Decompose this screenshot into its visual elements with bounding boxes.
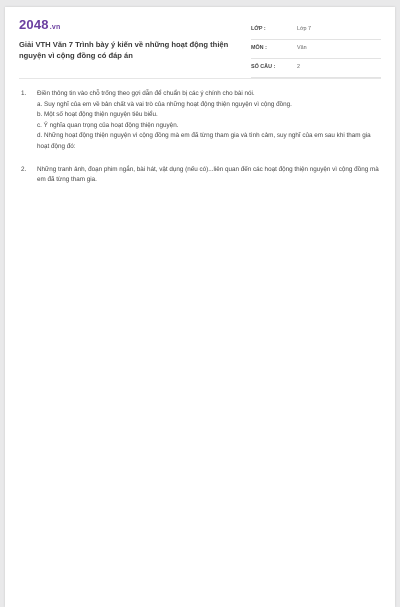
question-sub-item: c. Ý nghĩa quan trọng của hoạt động thiện nguyện. xyxy=(37,121,179,129)
question-sub-item: b. Một số hoạt động thiện nguyện tiêu biểu. xyxy=(37,111,158,119)
question-number: 2. xyxy=(21,165,27,173)
question-item xyxy=(19,165,381,186)
question-text: Những tranh ảnh, đoạn phim ngắn, bài hát, vật dụng (nếu có)...liên quan đến các hoạt động thiện nguyện vì cộng đồng mà em đã từng tham gia. xyxy=(37,165,379,184)
logo-main-text: 2048 xyxy=(19,17,49,32)
meta-label-class: LỚP : xyxy=(251,26,266,32)
question-sub-item: d. Những hoạt động thiện nguyện vì cộng đồng mà em đã từng tham gia và tình cảm, suy nghĩ của em sau khi tham gia hoạt động đó: xyxy=(37,132,371,150)
question-sub-item: a. Suy nghĩ của em về bản chất và vai trò của những hoạt động thiện nguyện vì cộng đồng. xyxy=(37,100,292,108)
question-item xyxy=(19,89,381,153)
document-title: Giải VTH Văn 7 Trình bày ý kiến về những hoạt động thiện nguyện vì cộng đồng có đáp án xyxy=(19,40,229,60)
document-header xyxy=(19,16,381,71)
meta-row-class xyxy=(251,23,381,40)
meta-row-subject xyxy=(251,42,381,59)
meta-row-question-count xyxy=(251,61,381,78)
meta-value-question-count: 2 xyxy=(297,64,300,70)
question-list xyxy=(19,89,381,198)
meta-label-subject: MÔN : xyxy=(251,45,267,51)
meta-value-subject: Văn xyxy=(297,45,307,51)
header-divider xyxy=(19,78,381,79)
meta-value-class: Lớp 7 xyxy=(297,26,312,32)
meta-label-question-count: SỐ CÂU : xyxy=(251,64,276,70)
site-logo[interactable] xyxy=(19,17,60,32)
document-meta xyxy=(251,23,381,80)
logo-domain-text: .vn xyxy=(49,24,61,31)
document-page xyxy=(5,7,395,607)
question-number: 1. xyxy=(21,90,27,97)
question-text: Điền thông tin vào chỗ trống theo gợi dẫn để chuẩn bị các ý chính cho bài nói. xyxy=(37,90,255,97)
